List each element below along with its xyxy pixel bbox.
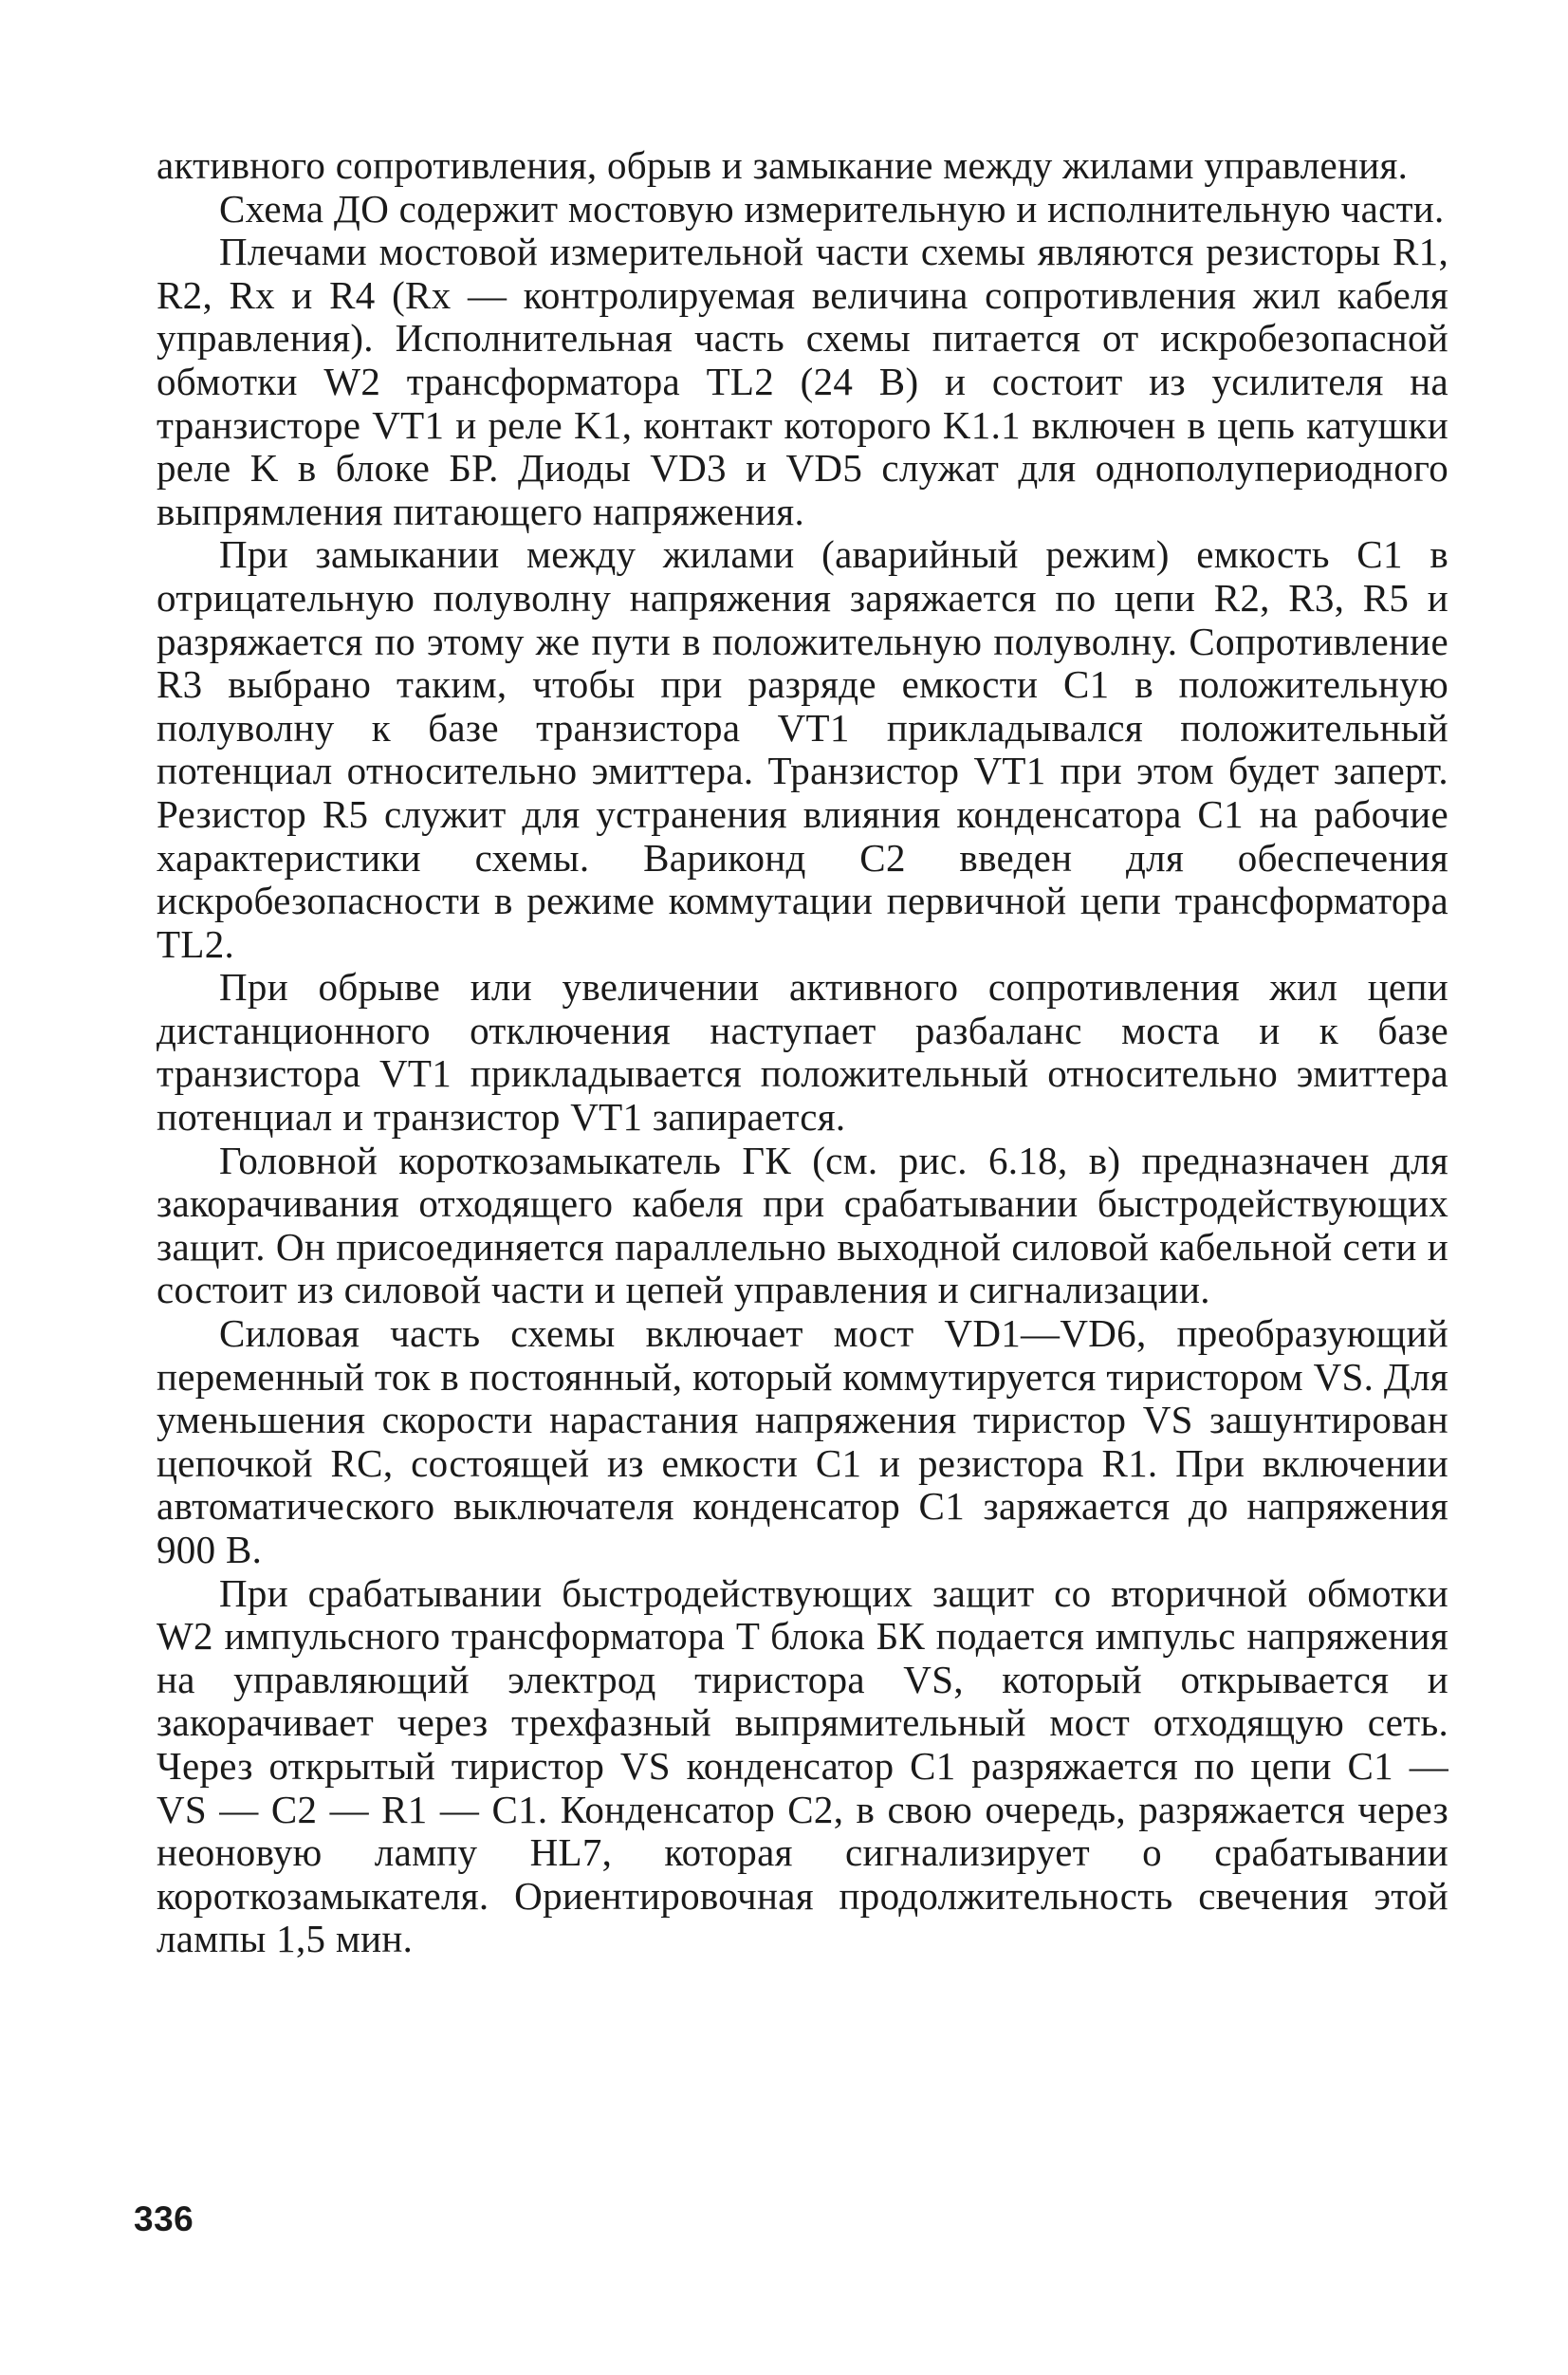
paragraph-continuation: активного сопротивления, обрыв и замыкание между жилами управления.	[157, 143, 1409, 187]
paragraph-open-circuit: При обрыве или увеличении активного сопротивления жил цепи дистанционного отключения наступает разбаланс моста и к базе транзистора VT1 прикладывается положительный относительно эмиттера потенциал и транзистор VT1 запирается.	[157, 965, 1448, 1140]
paragraph-fast-protection: При срабатывании быстродействующих защит со вторичной обмотки W2 импульсного трансформатора T блока БК подается импульс напряжения на управляющий электрод тиристора VS, который открывается и закорачивает через трехфазный выпрямительный мост отходящую сеть. Через открытый тиристор VS конденсатор C1 разряжается по цепи C1 — VS — C2 — R1 — C1. Конденсатор C2, в свою очередь, разряжается через неоновую лампу HL7, которая сигнализирует о срабатывании короткозамыкателя. Ориентировочная продолжительность свечения этой лампы 1,5 мин.	[157, 1570, 1448, 1961]
body-text	[157, 144, 1448, 1961]
page-number: 336	[134, 2199, 194, 2238]
paragraph-scheme-do: Схема ДО содержит мостовую измерительную и исполнительную части.	[219, 186, 1445, 231]
paragraph-head-short-circuiter: Головной короткозамыкатель ГК (см. рис. 6.18, в) предназначен для закорачивания отходящего кабеля при срабатывании быстродействующих защит. Он присоединяется параллельно выходной силовой кабельной сети и состоит из силовой части и цепей управления и сигнализации.	[157, 1138, 1448, 1312]
paragraph-bridge-arms: Плечами мостовой измерительной части схемы являются резисторы R1, R2, Rx и R4 (Rx — контролируемая величина сопротивления жил кабеля управления). Исполнительная часть схемы питается от искробезопасной обмотки W2 трансформатора TL2 (24 В) и состоит из усилителя на транзисторе VT1 и реле K1, контакт которого K1.1 включен в цепь катушки реле K в блоке БР. Диоды VD3 и VD5 служат для однополупериодного выпрямления питающего напряжения.	[157, 230, 1448, 533]
paragraph-power-part: Силовая часть схемы включает мост VD1—VD6, преобразующий переменный ток в постоянный, который коммутируется тиристором VS. Для уменьшения скорости нарастания напряжения тиристор VS зашунтирован цепочкой RC, состоящей из емкости C1 и резистора R1. При включении автоматического выключателя конденсатор C1 заряжается до напряжения 900 В.	[157, 1311, 1448, 1571]
paragraph-short-circuit-mode: При замыкании между жилами (аварийный режим) емкость C1 в отрицательную полуволну напряжения заряжается по цепи R2, R3, R5 и разряжается по этому же пути в положительную полуволну. Сопротивление R3 выбрано таким, чтобы при разряде емкости C1 в положительную полуволну к базе транзистора VT1 прикладывался положительный потенциал относительно эмиттера. Транзистор VT1 при этом будет заперт. Резистор R5 служит для устранения влияния конденсатора C1 на рабочие характеристики схемы. Вариконд C2 введен для обеспечения искробезопасности в режиме коммутации первичной цепи трансформатора TL2.	[157, 532, 1448, 966]
